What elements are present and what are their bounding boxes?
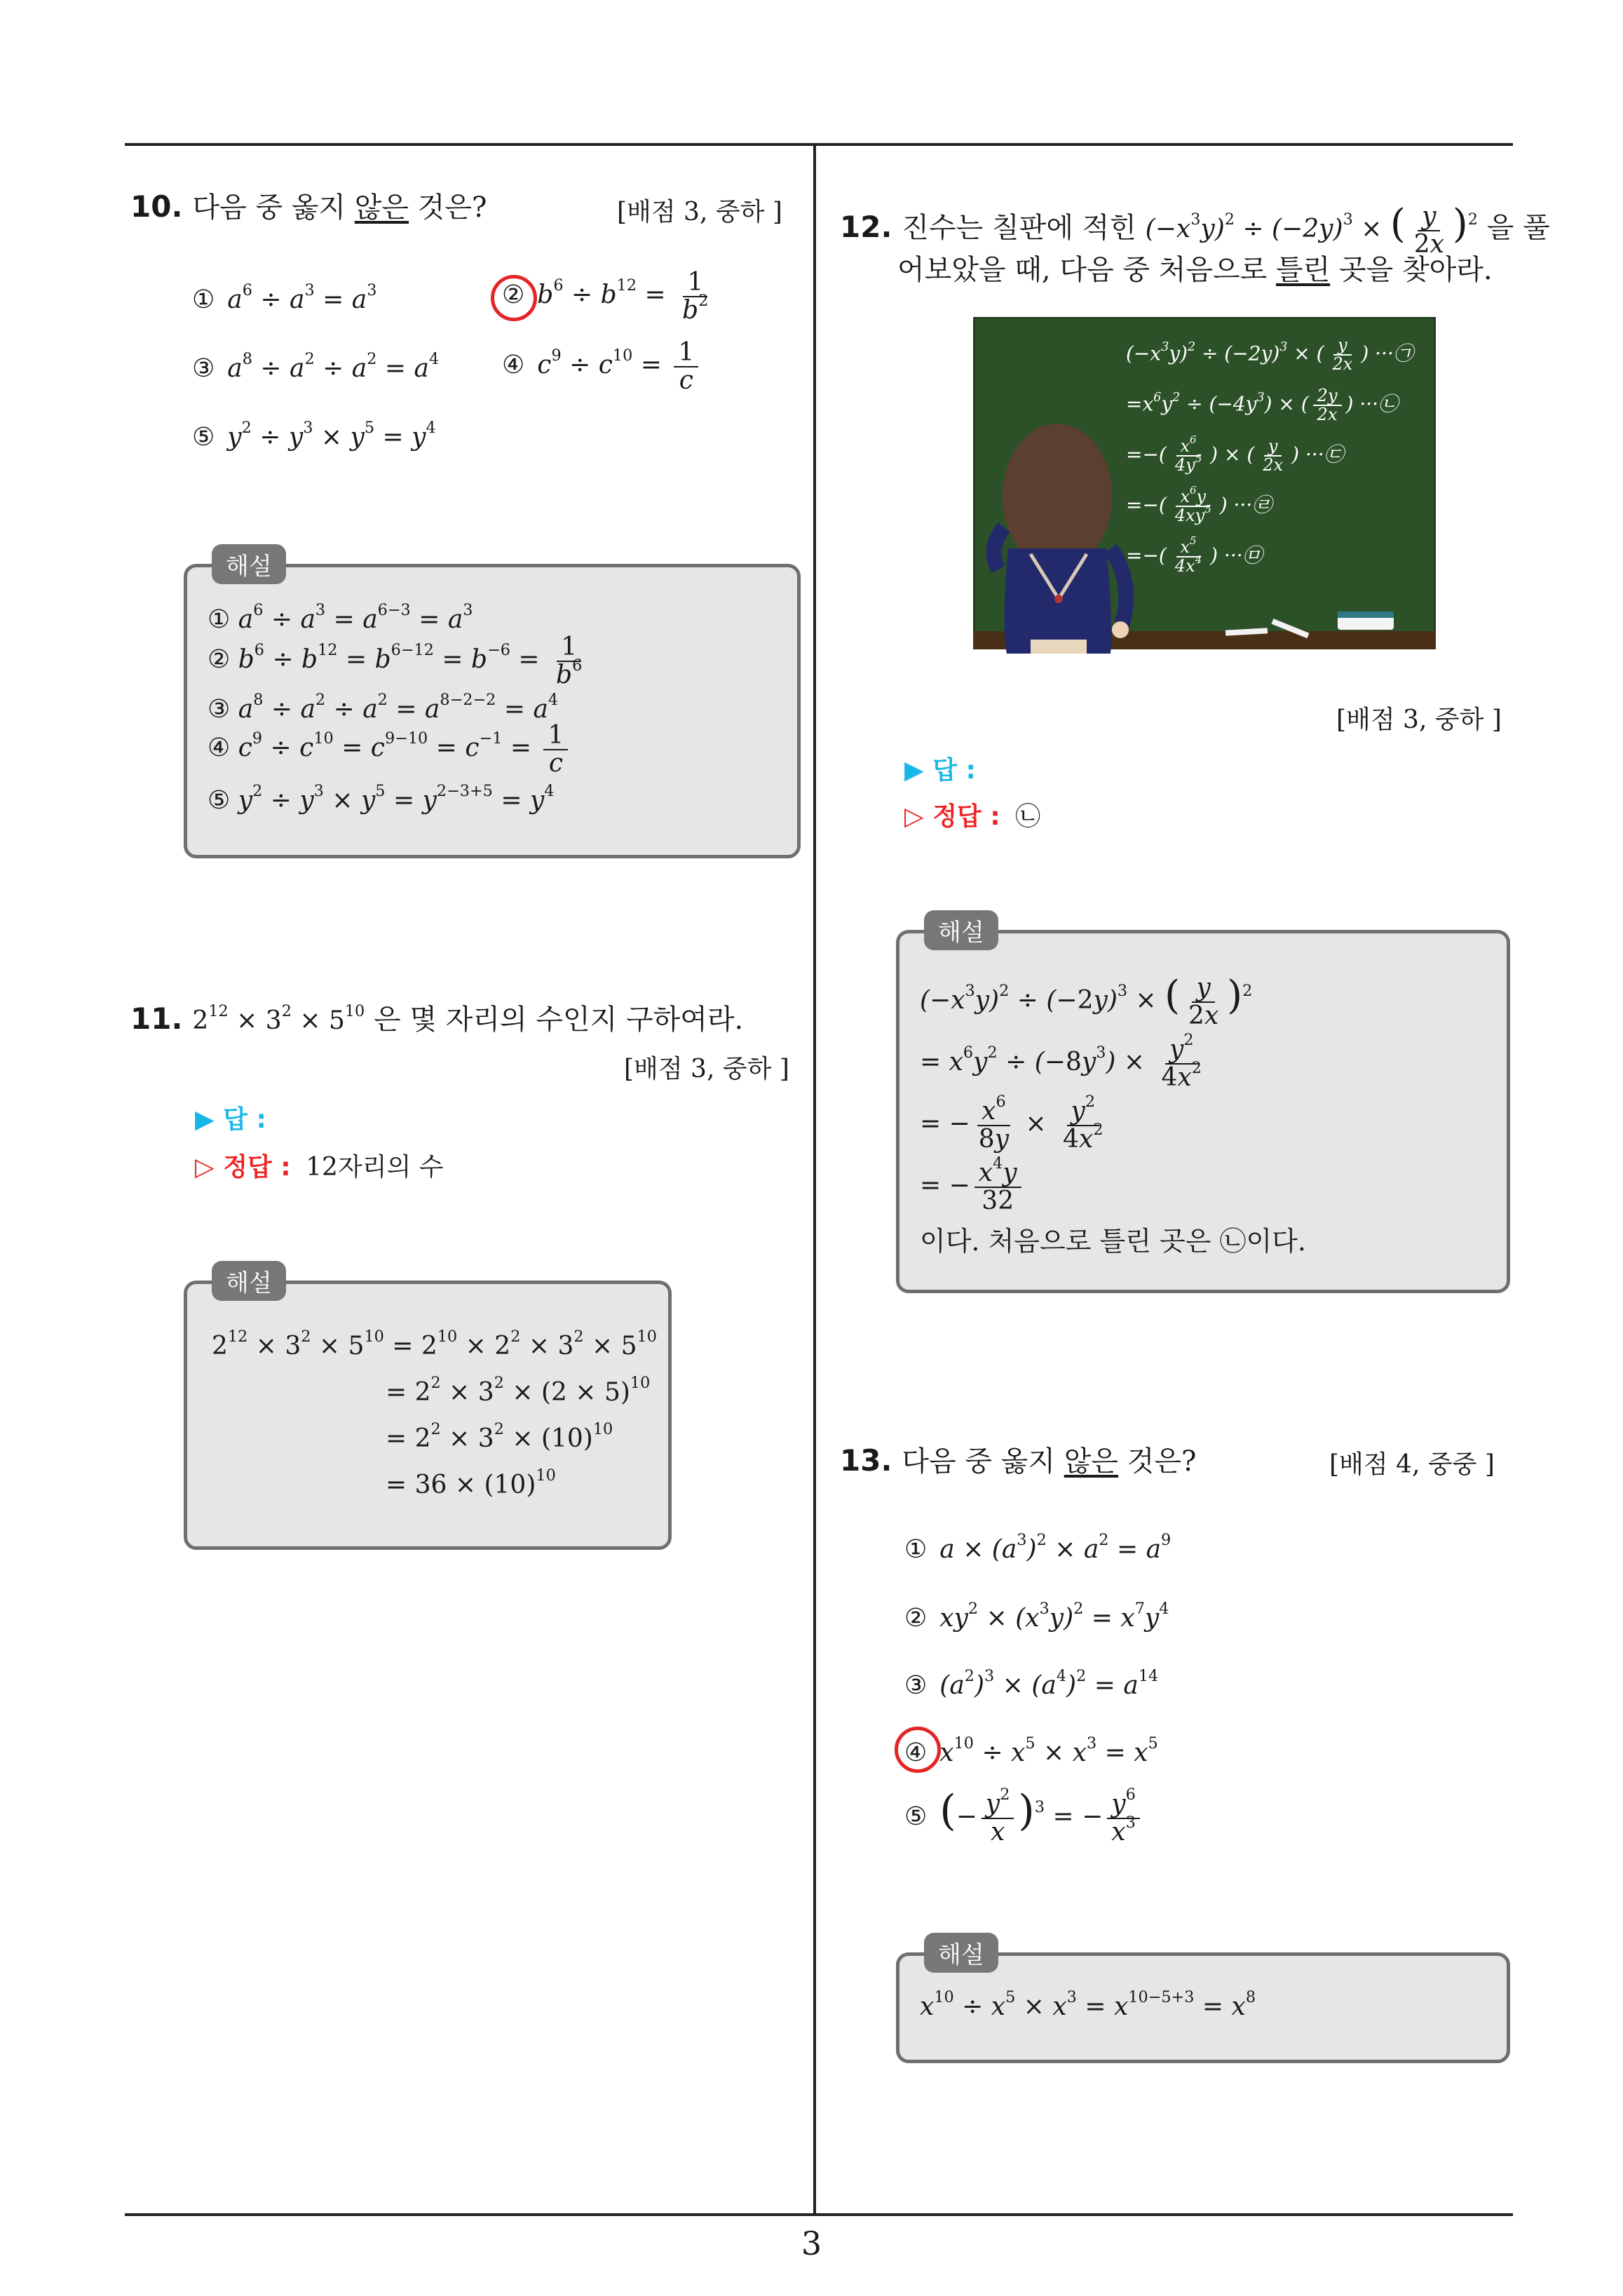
q10-question <box>130 187 487 228</box>
board-line-4: =−( $\frac{x^6y}{4xy^5}$ ) ···㉣ <box>1126 484 1272 526</box>
q12-answer-label: ▶ 답 : <box>904 756 976 785</box>
q12-explain-line-1: $(-x^3y)^2 \div (-2y)^3$ × ( $\frac{y}{2x}$ )$^2$ <box>920 973 1253 1030</box>
board-line-2: $=x^6y^2 \div (-4y^3)$ × ( $\frac{2y}{2x}$ ) ···㉡ <box>1126 386 1399 425</box>
q12-explain-line-5: 이다. 처음으로 틀린 곳은 ㉡이다. <box>920 1226 1306 1257</box>
q13-option-5[interactable]: ⑤ (− $\frac{y^2}{x}$ )$^3$ = − $\frac{y^6}{x^3}$ <box>904 1790 1144 1846</box>
q12-question: 12. 진수는 칠판에 적힌 $(-x^3y)^2 \div (-2y)^3$ × ( $\frac{y}{2x}$ )$^2$ 을 풀 <box>840 201 1550 259</box>
column-divider <box>813 144 816 2213</box>
board-line-5: =−( $\frac{x^5}{4x^4}$ ) ···㉤ <box>1126 534 1263 576</box>
q10-explain-line-1: ① $a^6 \div a^3 = a^{6-3} = a^3$ <box>208 601 473 634</box>
q12-explain-line-3: = − $\frac{x^6}{8y}$ × $\frac{y^2}{4x^2}$ <box>920 1093 1103 1154</box>
q10-explain-line-3: ③ $a^8 \div a^2 \div a^2 = a^{8-2-2} = a^4$ <box>208 691 559 724</box>
q13-option-4[interactable]: ④ $x^{10} \div x^5 \times x^3 = x^5$ <box>904 1734 1158 1767</box>
q10-option-1[interactable]: ① $a^6 \div a^3 = a^3$ <box>192 281 377 314</box>
q13-option-3[interactable]: ③ $(a^2)^3 \times (a^4)^2 = a^{14}$ <box>904 1667 1159 1700</box>
q12-explanation-tag: 해설 <box>924 910 998 950</box>
top-rule <box>125 143 1513 146</box>
q13-question: 13. 다음 중 옳지 않은 것은? <box>840 1443 1197 1478</box>
q10-text: 다음 중 옳지 <box>192 191 355 224</box>
q10-underlined: 않은 <box>354 191 409 224</box>
q11-question: 11. $2^{12} \times 3^2 \times 5^{10}$ 은 몇 자리의 수인지 구하여라. <box>130 1001 744 1036</box>
q12-score: [배점 3, 중하 ] <box>1336 705 1502 734</box>
q10-explanation-tag: 해설 <box>212 544 286 584</box>
q13-option-2[interactable]: ② $xy^2 \times (x^3y)^2 = x^7y^4$ <box>904 1600 1169 1633</box>
q11-number: 11. <box>130 1001 183 1036</box>
q11-explanation-tag: 해설 <box>212 1261 286 1301</box>
board-line-1: $(-x^3y)^2 \div (-2y)^3$ × ( $\frac{y}{2x}$ ) ···㉠ <box>1126 335 1413 374</box>
q10-option-2[interactable]: ② $b^6 \div b^{12}$ = $\frac{1}{b^2}$ <box>502 268 709 325</box>
bottom-rule <box>125 2213 1513 2216</box>
q10-option-4[interactable]: ④ $c^9 \div c^{10}$ = $\frac{1}{c}$ <box>502 339 702 394</box>
q12-explain-line-4: = − $\frac{x^4y}{32}$ <box>920 1160 1026 1215</box>
q12-number: 12. <box>840 210 892 244</box>
q13-number: 13. <box>840 1443 892 1478</box>
q13-explain-line-1: $x^{10} \div x^5 \times x^3 = x^{10-5+3} = x^8$ <box>920 1988 1256 2021</box>
q11-correct-answer: ▷ 정답 : 12자리의 수 <box>195 1153 444 1182</box>
q10-text-end: 것은? <box>409 191 487 224</box>
q12-correct-value: ㉡ <box>1015 802 1041 831</box>
q11-explain-line-3: = $2^2 \times 3^2 \times (10)^{10}$ <box>386 1420 613 1453</box>
q11-score: [배점 3, 중하 ] <box>624 1055 789 1083</box>
q11-correct-value: 12자리의 수 <box>306 1153 444 1182</box>
q10-explain-line-4: ④ $c^9 \div c^{10} = c^{9-10} = c^{-1}$ = $\frac{1}{c}$ <box>208 722 572 777</box>
q13-score: [배점 4, 중중 ] <box>1329 1450 1495 1479</box>
page-number: 3 <box>801 2224 822 2262</box>
q11-explain-line-1: $2^{12} \times 3^2 \times 5^{10} = 2^{10} \times 2^2 \times 3^2 \times 5^{10}$ <box>212 1328 657 1360</box>
q10-option-5[interactable]: ⑤ $y^2 \div y^3 \times y^5 = y^4$ <box>192 419 436 452</box>
q10-explain-line-2: ② $b^6 \div b^{12} = b^{6-12} = b^{-6}$ = $\frac{1}{b^6}$ <box>208 633 583 689</box>
q11-answer-label: ▶ 답 : <box>195 1105 266 1134</box>
q11-explain-line-2: = $2^2 \times 3^2 \times (2 \times 5)^{10}$ <box>386 1374 651 1407</box>
q12-explain-line-2: = $x^6y^2 \div (-8y^3)$ × $\frac{y^2}{4x^2}$ <box>920 1031 1202 1092</box>
board-line-3: =−( $\frac{x^6}{4y^5}$ ) × ( $\frac{y}{2x}$ ) ···㉢ <box>1126 433 1344 475</box>
q11-explanation-box <box>184 1281 672 1550</box>
q10-option-3[interactable]: ③ $a^8 \div a^2 \div a^2 = a^4$ <box>192 350 440 383</box>
q13-explanation-tag: 해설 <box>924 1933 998 1973</box>
q10-explain-line-5: ⑤ $y^2 \div y^3 \times y^5 = y^{2-3+5} = y^4$ <box>208 782 555 815</box>
q12-correct-answer: ▷ 정답 : ㉡ <box>904 802 1041 831</box>
q10-number: 10. <box>130 189 183 224</box>
q12-question-line-2: 어보았을 때, 다음 중 처음으로 틀린 곳을 찾아라. <box>897 254 1493 286</box>
q11-explain-line-4: = $36 \times (10)^{10}$ <box>386 1466 556 1499</box>
q13-option-1[interactable]: ① $a \times (a^3)^2 \times a^2 = a^9$ <box>904 1531 1172 1564</box>
q10-score: [배점 3, 중하 ] <box>617 198 782 227</box>
